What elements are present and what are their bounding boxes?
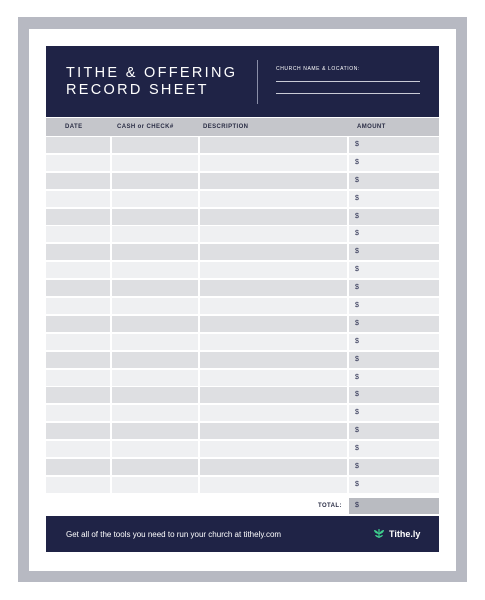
table-row bbox=[46, 262, 439, 278]
description-cell[interactable] bbox=[200, 262, 347, 278]
amount-cell[interactable] bbox=[349, 244, 439, 260]
currency-symbol: $ bbox=[355, 302, 359, 310]
amount-cell[interactable] bbox=[349, 209, 439, 225]
amount-cell[interactable] bbox=[349, 423, 439, 439]
currency-symbol: $ bbox=[355, 158, 359, 166]
date-cell[interactable] bbox=[46, 298, 110, 314]
brand-logo[interactable] bbox=[373, 528, 420, 539]
currency-symbol: $ bbox=[355, 427, 359, 435]
date-cell[interactable] bbox=[46, 262, 110, 278]
title-line-1: TITHE & OFFERING bbox=[66, 65, 238, 81]
date-cell[interactable] bbox=[46, 280, 110, 296]
amount-cell[interactable] bbox=[349, 316, 439, 332]
currency-symbol: $ bbox=[355, 355, 359, 363]
currency-symbol: $ bbox=[355, 463, 359, 471]
date-cell[interactable] bbox=[46, 352, 110, 368]
total-label: TOTAL: bbox=[318, 503, 342, 509]
cash-check-cell[interactable] bbox=[112, 405, 198, 421]
date-cell[interactable] bbox=[46, 423, 110, 439]
table-row bbox=[46, 405, 439, 421]
cash-check-cell[interactable] bbox=[112, 137, 198, 153]
table-row bbox=[46, 280, 439, 296]
amount-cell[interactable] bbox=[349, 459, 439, 475]
sheet-title bbox=[66, 65, 237, 99]
description-cell[interactable] bbox=[200, 405, 347, 421]
description-cell[interactable] bbox=[200, 423, 347, 439]
description-cell[interactable] bbox=[200, 459, 347, 475]
table-row bbox=[46, 459, 439, 475]
amount-cell[interactable] bbox=[349, 405, 439, 421]
description-cell[interactable] bbox=[200, 370, 347, 386]
amount-cell[interactable] bbox=[349, 298, 439, 314]
description-cell[interactable] bbox=[200, 334, 347, 350]
description-cell[interactable] bbox=[200, 280, 347, 296]
cash-check-cell[interactable] bbox=[112, 262, 198, 278]
table-row bbox=[46, 191, 439, 207]
column-header-amount: AMOUNT bbox=[357, 124, 386, 130]
cash-check-cell[interactable] bbox=[112, 352, 198, 368]
description-cell[interactable] bbox=[200, 226, 347, 242]
description-cell[interactable] bbox=[200, 137, 347, 153]
title-line-2: RECORD SHEET bbox=[66, 82, 209, 98]
table-row bbox=[46, 477, 439, 493]
column-header-date: DATE bbox=[65, 124, 83, 130]
table-row bbox=[46, 370, 439, 386]
date-cell[interactable] bbox=[46, 459, 110, 475]
cash-check-cell[interactable] bbox=[112, 334, 198, 350]
currency-symbol: $ bbox=[355, 480, 359, 488]
date-cell[interactable] bbox=[46, 370, 110, 386]
sheet-header bbox=[46, 46, 439, 117]
date-cell[interactable] bbox=[46, 387, 110, 403]
date-cell[interactable] bbox=[46, 244, 110, 260]
cash-check-cell[interactable] bbox=[112, 423, 198, 439]
description-cell[interactable] bbox=[200, 173, 347, 189]
cash-check-cell[interactable] bbox=[112, 191, 198, 207]
cash-check-cell[interactable] bbox=[112, 173, 198, 189]
table-row bbox=[46, 155, 439, 171]
currency-symbol: $ bbox=[355, 445, 359, 453]
date-cell[interactable] bbox=[46, 155, 110, 171]
currency-symbol: $ bbox=[355, 194, 359, 202]
date-cell[interactable] bbox=[46, 226, 110, 242]
description-cell[interactable] bbox=[200, 155, 347, 171]
table-row bbox=[46, 387, 439, 403]
amount-cell[interactable] bbox=[349, 226, 439, 242]
cash-check-cell[interactable] bbox=[112, 209, 198, 225]
table-row bbox=[46, 209, 439, 225]
amount-cell[interactable] bbox=[349, 352, 439, 368]
amount-cell[interactable] bbox=[349, 334, 439, 350]
description-cell[interactable] bbox=[200, 387, 347, 403]
cash-check-cell[interactable] bbox=[112, 459, 198, 475]
date-cell[interactable] bbox=[46, 173, 110, 189]
description-cell[interactable] bbox=[200, 477, 347, 493]
amount-cell[interactable] bbox=[349, 262, 439, 278]
table-row bbox=[46, 226, 439, 242]
table-row bbox=[46, 316, 439, 332]
total-amount-cell[interactable] bbox=[349, 498, 439, 514]
table-row bbox=[46, 352, 439, 368]
cash-check-cell[interactable] bbox=[112, 280, 198, 296]
date-cell[interactable] bbox=[46, 405, 110, 421]
currency-symbol: $ bbox=[355, 248, 359, 256]
description-cell[interactable] bbox=[200, 209, 347, 225]
amount-cell[interactable] bbox=[349, 155, 439, 171]
currency-symbol: $ bbox=[355, 391, 359, 399]
description-cell[interactable] bbox=[200, 298, 347, 314]
description-cell[interactable] bbox=[200, 352, 347, 368]
date-cell[interactable] bbox=[46, 137, 110, 153]
currency-symbol: $ bbox=[355, 176, 359, 184]
amount-cell[interactable] bbox=[349, 387, 439, 403]
date-cell[interactable] bbox=[46, 477, 110, 493]
table-row bbox=[46, 298, 439, 314]
currency-symbol: $ bbox=[355, 266, 359, 274]
total-currency-symbol: $ bbox=[355, 502, 359, 509]
amount-cell[interactable] bbox=[349, 137, 439, 153]
amount-cell[interactable] bbox=[349, 370, 439, 386]
currency-symbol: $ bbox=[355, 337, 359, 345]
date-cell[interactable] bbox=[46, 209, 110, 225]
table-row bbox=[46, 423, 439, 439]
date-cell[interactable] bbox=[46, 191, 110, 207]
record-rows bbox=[46, 137, 439, 495]
amount-cell[interactable] bbox=[349, 280, 439, 296]
currency-symbol: $ bbox=[355, 409, 359, 417]
column-header-cash: CASH or CHECK# bbox=[117, 124, 174, 130]
table-row bbox=[46, 334, 439, 350]
currency-symbol: $ bbox=[355, 230, 359, 238]
cash-check-cell[interactable] bbox=[112, 441, 198, 457]
cash-check-cell[interactable] bbox=[112, 316, 198, 332]
column-header-row bbox=[46, 118, 439, 136]
cash-check-cell[interactable] bbox=[112, 298, 198, 314]
header-divider bbox=[257, 60, 258, 104]
date-cell[interactable] bbox=[46, 316, 110, 332]
column-header-description: DESCRIPTION bbox=[203, 124, 249, 130]
currency-symbol: $ bbox=[355, 284, 359, 292]
description-cell[interactable] bbox=[200, 244, 347, 260]
cash-check-cell[interactable] bbox=[112, 244, 198, 260]
table-row bbox=[46, 173, 439, 189]
amount-cell[interactable] bbox=[349, 173, 439, 189]
sheet-footer bbox=[46, 516, 439, 552]
cash-check-cell[interactable] bbox=[112, 477, 198, 493]
currency-symbol: $ bbox=[355, 319, 359, 327]
date-cell[interactable] bbox=[46, 441, 110, 457]
cash-check-cell[interactable] bbox=[112, 226, 198, 242]
currency-symbol: $ bbox=[355, 373, 359, 381]
description-cell[interactable] bbox=[200, 316, 347, 332]
table-row bbox=[46, 441, 439, 457]
currency-symbol: $ bbox=[355, 212, 359, 220]
date-cell[interactable] bbox=[46, 334, 110, 350]
cash-check-cell[interactable] bbox=[112, 370, 198, 386]
tithely-leaf-icon bbox=[373, 528, 385, 539]
table-row bbox=[46, 137, 439, 153]
amount-cell[interactable] bbox=[349, 477, 439, 493]
brand-name: Tithe.ly bbox=[389, 528, 421, 539]
description-cell[interactable] bbox=[200, 191, 347, 207]
church-name-field-line[interactable] bbox=[276, 81, 420, 82]
amount-cell[interactable] bbox=[349, 441, 439, 457]
cash-check-cell[interactable] bbox=[112, 387, 198, 403]
church-name-label: CHURCH NAME & LOCATION: bbox=[276, 66, 360, 72]
amount-cell[interactable] bbox=[349, 191, 439, 207]
currency-symbol: $ bbox=[355, 141, 359, 148]
footer-promo-text: Get all of the tools you need to run your church at tithely.com bbox=[66, 530, 282, 539]
church-location-field-line[interactable] bbox=[276, 93, 420, 94]
cash-check-cell[interactable] bbox=[112, 155, 198, 171]
table-row bbox=[46, 244, 439, 260]
description-cell[interactable] bbox=[200, 441, 347, 457]
